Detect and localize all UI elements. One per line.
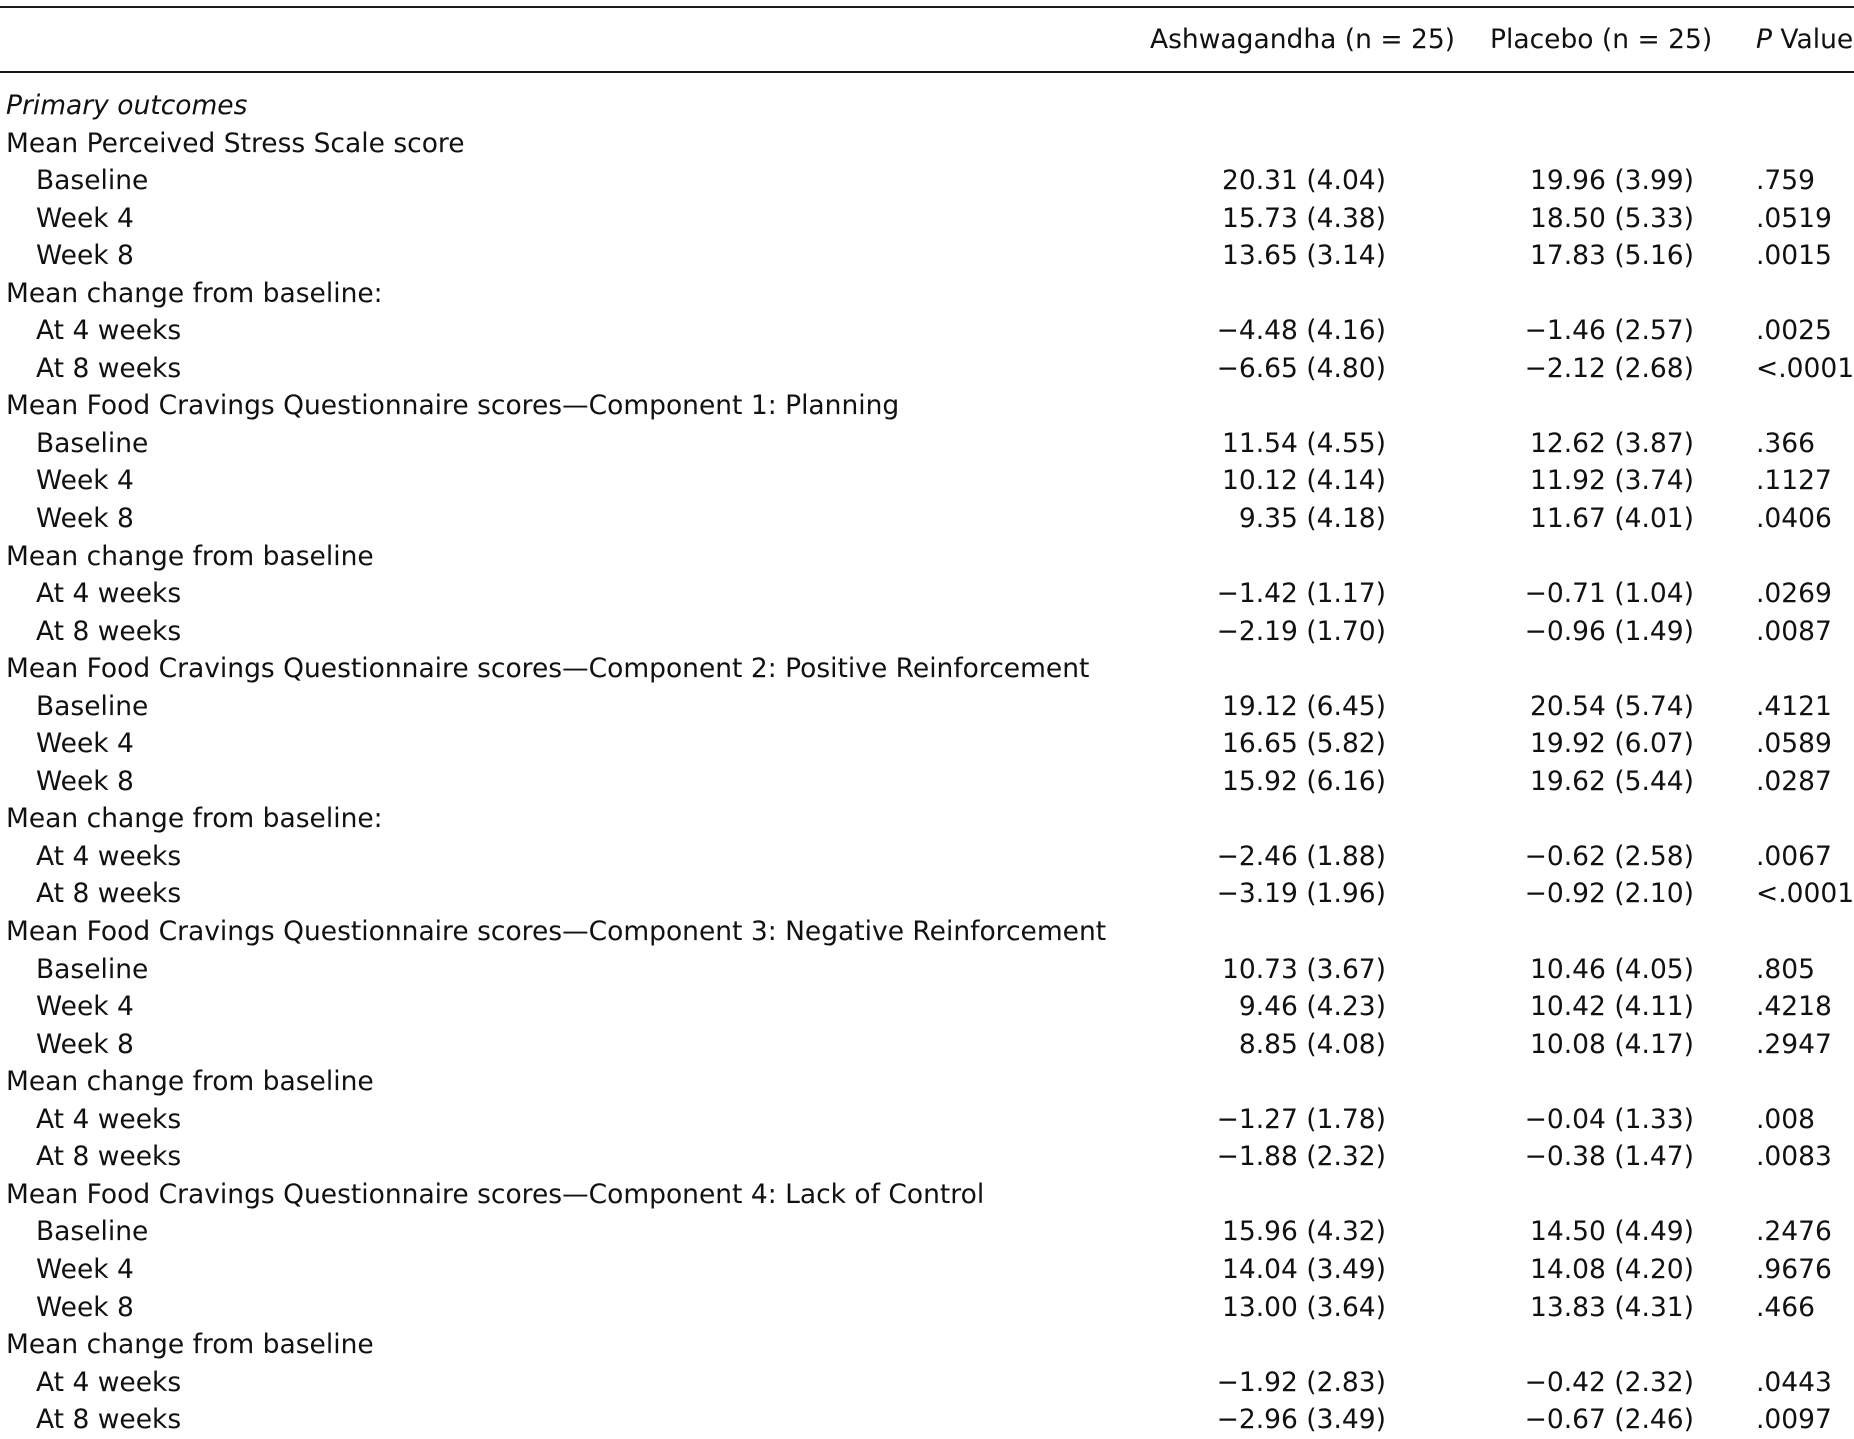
ashwagandha-value: 9.35 (4.18) [1238, 503, 1386, 535]
p-value: .0087 [1756, 615, 1832, 647]
placebo-value: 12.62 (3.87) [1530, 427, 1694, 459]
ashwagandha-value: −6.65 (4.80) [1216, 352, 1386, 384]
header-bottom-rule [0, 71, 1854, 73]
p-value: .0067 [1756, 840, 1832, 872]
table-row [0, 613, 1854, 651]
group-heading-row [0, 125, 1854, 163]
row-label: Mean change from baseline [6, 1329, 374, 1361]
p-value: .9676 [1756, 1253, 1832, 1285]
row-label: Mean Food Cravings Questionnaire scores—Component 2: Positive Reinforcement [6, 653, 1090, 685]
ashwagandha-value: 13.65 (3.14) [1222, 240, 1386, 272]
row-label: At 8 weeks [36, 615, 182, 647]
row-label: Mean Perceived Stress Scale score [6, 127, 465, 159]
row-label: Baseline [36, 427, 149, 459]
row-label: Week 8 [36, 1028, 134, 1060]
table-row [0, 575, 1854, 613]
ashwagandha-value: 14.04 (3.49) [1222, 1253, 1386, 1285]
row-label: Week 8 [36, 503, 134, 535]
table-row [0, 162, 1854, 200]
p-value: .0015 [1756, 240, 1832, 272]
placebo-value: −0.71 (1.04) [1524, 578, 1694, 610]
p-value: .805 [1756, 953, 1816, 985]
p-value: .0589 [1756, 728, 1832, 760]
row-label: At 4 weeks [36, 840, 182, 872]
row-label: Week 8 [36, 765, 134, 797]
group-heading-row [0, 538, 1854, 576]
group-heading-row [0, 275, 1854, 313]
ashwagandha-value: 15.73 (4.38) [1222, 202, 1386, 234]
row-label: Mean Food Cravings Questionnaire scores—Component 3: Negative Reinforcement [6, 916, 1107, 948]
p-value: <.0001 [1756, 352, 1854, 384]
row-label: At 8 weeks [36, 352, 182, 384]
placebo-value: −0.38 (1.47) [1524, 1141, 1694, 1173]
placebo-value: 13.83 (4.31) [1530, 1291, 1694, 1323]
ashwagandha-value: 9.46 (4.23) [1238, 991, 1386, 1023]
row-label: Week 4 [36, 728, 134, 760]
p-value: .0269 [1756, 578, 1832, 610]
table-row [0, 200, 1854, 238]
p-symbol: P [1756, 24, 1772, 55]
ashwagandha-value: 8.85 (4.08) [1238, 1028, 1386, 1060]
row-label: Week 4 [36, 465, 134, 497]
p-value: .0519 [1756, 202, 1832, 234]
placebo-value: −0.62 (2.58) [1524, 840, 1694, 872]
p-value: .759 [1756, 165, 1816, 197]
table-body [0, 87, 1854, 1439]
row-label: At 4 weeks [36, 1366, 182, 1398]
row-label: At 8 weeks [36, 1404, 182, 1436]
placebo-value: 11.67 (4.01) [1530, 503, 1694, 535]
ashwagandha-value: −1.42 (1.17) [1216, 578, 1386, 610]
ashwagandha-value: 15.96 (4.32) [1222, 1216, 1386, 1248]
placebo-value: 14.08 (4.20) [1530, 1253, 1694, 1285]
ashwagandha-value: −2.96 (3.49) [1216, 1404, 1386, 1436]
table-row [0, 462, 1854, 500]
p-value: .466 [1756, 1291, 1816, 1323]
ashwagandha-value: 20.31 (4.04) [1222, 165, 1386, 197]
ashwagandha-value: −3.19 (1.96) [1216, 878, 1386, 910]
placebo-value: 19.96 (3.99) [1530, 165, 1694, 197]
placebo-value: 19.92 (6.07) [1530, 728, 1694, 760]
placebo-value: −1.46 (2.57) [1524, 315, 1694, 347]
column-header-ashwagandha: Ashwagandha (n = 25) [1150, 24, 1456, 55]
p-value: .4218 [1756, 991, 1832, 1023]
table-row [0, 1213, 1854, 1251]
table-row [0, 312, 1854, 350]
placebo-value: 17.83 (5.16) [1530, 240, 1694, 272]
p-value: .0097 [1756, 1404, 1832, 1436]
ashwagandha-value: −2.46 (1.88) [1216, 840, 1386, 872]
table-row [0, 725, 1854, 763]
table-row [0, 1138, 1854, 1176]
table-row [0, 425, 1854, 463]
ashwagandha-value: 10.12 (4.14) [1222, 465, 1386, 497]
row-label: Mean Food Cravings Questionnaire scores—Component 1: Planning [6, 390, 900, 422]
row-label: At 4 weeks [36, 578, 182, 610]
placebo-value: 10.42 (4.11) [1530, 991, 1694, 1023]
row-label: At 4 weeks [36, 315, 182, 347]
p-value: .2947 [1756, 1028, 1832, 1060]
placebo-value: −0.42 (2.32) [1524, 1366, 1694, 1398]
table-row [0, 350, 1854, 388]
p-value: .0406 [1756, 503, 1832, 535]
row-label: Mean change from baseline [6, 1066, 374, 1098]
p-value-word: Value [1771, 24, 1854, 55]
group-heading-row [0, 1063, 1854, 1101]
p-value: .2476 [1756, 1216, 1832, 1248]
placebo-value: −0.04 (1.33) [1524, 1103, 1694, 1135]
p-value: .0287 [1756, 765, 1832, 797]
table-row [0, 875, 1854, 913]
table-row [0, 1289, 1854, 1327]
ashwagandha-value: −1.88 (2.32) [1216, 1141, 1386, 1173]
placebo-value: −0.92 (2.10) [1524, 878, 1694, 910]
table-row [0, 1101, 1854, 1139]
placebo-value: −0.96 (1.49) [1524, 615, 1694, 647]
table-row [0, 838, 1854, 876]
row-label: Mean change from baseline: [6, 803, 383, 835]
table-row [0, 763, 1854, 801]
placebo-value: 20.54 (5.74) [1530, 690, 1694, 722]
p-value: .0025 [1756, 315, 1832, 347]
row-label: Week 4 [36, 202, 134, 234]
p-value: <.0001 [1756, 878, 1854, 910]
placebo-value: 18.50 (5.33) [1530, 202, 1694, 234]
row-label: At 8 weeks [36, 878, 182, 910]
ashwagandha-value: −2.19 (1.70) [1216, 615, 1386, 647]
table-row [0, 500, 1854, 538]
table-row [0, 1251, 1854, 1289]
row-label: Mean change from baseline [6, 540, 374, 572]
table-row [0, 237, 1854, 275]
placebo-value: 19.62 (5.44) [1530, 765, 1694, 797]
group-heading-row [0, 1326, 1854, 1364]
placebo-value: 10.46 (4.05) [1530, 953, 1694, 985]
row-label: Week 8 [36, 240, 134, 272]
section-heading-row [0, 87, 1854, 125]
p-value: .366 [1756, 427, 1816, 459]
row-label: Baseline [36, 690, 149, 722]
placebo-value: 14.50 (4.49) [1530, 1216, 1694, 1248]
p-value: .008 [1756, 1103, 1816, 1135]
row-label: Primary outcomes [6, 90, 248, 121]
ashwagandha-value: −1.27 (1.78) [1216, 1103, 1386, 1135]
table-row [0, 1026, 1854, 1064]
table-row [0, 688, 1854, 726]
ashwagandha-value: 16.65 (5.82) [1222, 728, 1386, 760]
table-row [0, 988, 1854, 1026]
row-label: Baseline [36, 953, 149, 985]
table-row [0, 1401, 1854, 1439]
row-label: At 4 weeks [36, 1103, 182, 1135]
row-label: Week 8 [36, 1291, 134, 1323]
ashwagandha-value: 11.54 (4.55) [1222, 427, 1386, 459]
ashwagandha-value: 19.12 (6.45) [1222, 690, 1386, 722]
placebo-value: −0.67 (2.46) [1524, 1404, 1694, 1436]
p-value: .4121 [1756, 690, 1832, 722]
group-heading-row [0, 387, 1854, 425]
p-value: .1127 [1756, 465, 1832, 497]
column-header-placebo: Placebo (n = 25) [1490, 24, 1713, 55]
group-heading-row [0, 800, 1854, 838]
row-label: At 8 weeks [36, 1141, 182, 1173]
placebo-value: 10.08 (4.17) [1530, 1028, 1694, 1060]
group-heading-row [0, 913, 1854, 951]
placebo-value: −2.12 (2.68) [1524, 352, 1694, 384]
ashwagandha-value: 13.00 (3.64) [1222, 1291, 1386, 1323]
row-label: Mean change from baseline: [6, 277, 383, 309]
row-label: Week 4 [36, 991, 134, 1023]
p-value: .0083 [1756, 1141, 1832, 1173]
column-header-p-value [1756, 22, 1854, 58]
row-label: Week 4 [36, 1253, 134, 1285]
ashwagandha-value: 15.92 (6.16) [1222, 765, 1386, 797]
row-label: Baseline [36, 1216, 149, 1248]
group-heading-row [0, 1176, 1854, 1214]
ashwagandha-value: 10.73 (3.67) [1222, 953, 1386, 985]
table-row [0, 951, 1854, 989]
ashwagandha-value: −4.48 (4.16) [1216, 315, 1386, 347]
row-label: Mean Food Cravings Questionnaire scores—Component 4: Lack of Control [6, 1178, 985, 1210]
placebo-value: 11.92 (3.74) [1530, 465, 1694, 497]
ashwagandha-value: −1.92 (2.83) [1216, 1366, 1386, 1398]
p-value: .0443 [1756, 1366, 1832, 1398]
row-label: Baseline [36, 165, 149, 197]
table-row [0, 1364, 1854, 1402]
group-heading-row [0, 650, 1854, 688]
table-top-rule [0, 6, 1854, 8]
